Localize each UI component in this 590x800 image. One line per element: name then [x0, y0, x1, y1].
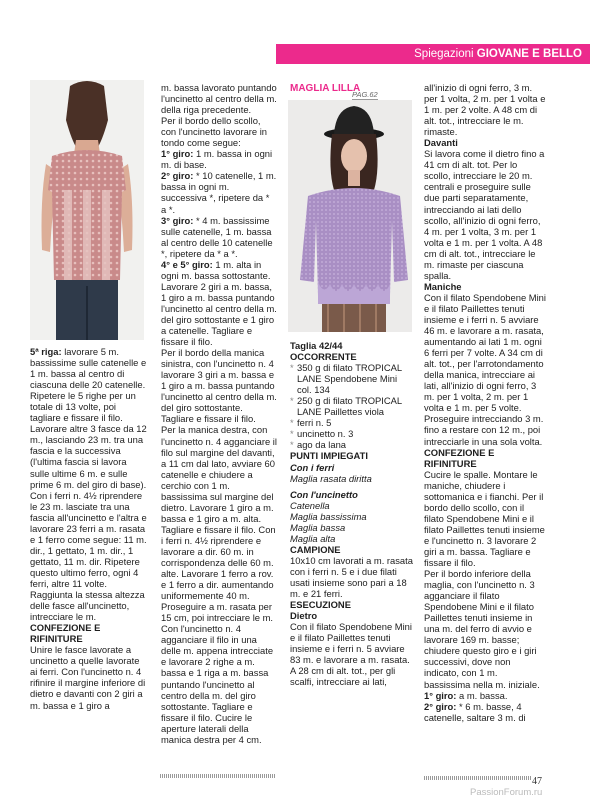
paragraph: 2° giro: * 6 m. basse, 4 catenelle, saltare 3 m. di [424, 700, 526, 723]
paragraph: Con i ferri n. 4½ riprendere le 23 m. lasciate tra una fascia all'uncinetto e l'altra e lavorare 23 ferri a m. rasata e 1 ferro come segue: 11 m. dir., 1 gettato, 1 m. dir., 1 gettato, 11 m. dir. Ripetere questo ultimo ferro, ogni 4 ferri, altre 11 volte. Raggiunta la stessa altezza delle fasce all'uncinetto, intrecciare le m. [30, 489, 147, 623]
paragraph: Con il filato Spendobene Mini e il filato Paillettes tenuti insieme e i ferri n. 5 avviare 46 m. e lavorare a m. rasata, aumentando ai lati 1 m. ogni 6 ferri per 7 volte. A 34 cm di alt. tot., per l'arrotondamento della manica, intrecciare ai lati, all'inizio di ogni ferro, 3 m. per 1 volta, 2 m. per 1 volta e 1 m. per 5 volte. Proseguire intrecciando 3 m. fino a restare con 12 m., poi intrecciarle in una sola volta. [424, 291, 546, 447]
section-title: CONFEZIONE E RIFINITURE [30, 622, 101, 645]
list-item: * ferri n. 5 [290, 417, 414, 428]
text-column-2 [161, 82, 277, 745]
paragraph: Per il bordo dello scollo, con l'uncinetto lavorare in tondo come segue: [161, 115, 268, 149]
section-title: CONFEZIONE E RIFINITURE [424, 446, 495, 469]
subsection-title: Dietro [290, 610, 318, 622]
paragraph: Ripetere le 5 righe per un totale di 13 volte, poi tagliare e fissare il filo. Lavorare altre 3 fasce da 12 m., lasciando 23 m. tra una fascia e la successiva (l'ultima fascia si lavora sulle ultime 6 m. e sulle prime 6 m. del giro di base). [30, 390, 147, 490]
page-reference: PAG.62 [352, 90, 378, 99]
subsection-title: Con i ferri [290, 461, 335, 473]
list-item: * 350 g di filato TROPICAL LANE Spendobene Mini col. 134 [290, 362, 414, 395]
size-label: Taglia 42/44 [290, 340, 343, 351]
subsection-title: Maniche [424, 280, 462, 292]
paragraph: Per il bordo della manica sinistra, con l'uncinetto n. 4 lavorare 3 giri a m. bassa e 1 giro a m. bassa puntando l'uncinetto al centro della m. del giro sottostante. Tagliare e fissare il filo. [161, 347, 277, 425]
section-title: OCCORRENTE [290, 351, 357, 363]
paragraph: m. bassa lavorato puntando l'uncinetto al centro della m. della riga precedente. [161, 82, 277, 116]
list-item: * 250 g di filato TROPICAL LANE Paillettes viola [290, 395, 414, 417]
article-title: MAGLIA LILLA [290, 83, 361, 94]
subsection-title: Con l'uncinetto [290, 488, 358, 500]
list-item: Maglia rasata diritta [290, 472, 372, 484]
section-title: CAMPIONE [290, 543, 341, 555]
list-item: Maglia bassa [290, 521, 346, 533]
dotted-rule [424, 776, 532, 780]
paragraph: Con il filato Spendobene Mini e il filato Paillettes tenuti insieme e i ferri n. 5 avviare 83 m. e lavorare a m. rasata. A 28 cm di alt. tot., per gli scalfi, intrecciare ai lati, [290, 621, 412, 688]
section-title: PUNTI IMPIEGATI [290, 450, 368, 462]
photo-lilac-sweater [288, 100, 412, 332]
paragraph: 5ª riga: lavorare 5 m. bassissime sulle catenelle e 1 m. bassa al centro di ciascuna delle 20 catenelle. [30, 346, 147, 391]
list-item: Maglia bassissima [290, 510, 367, 522]
paragraph: 1° giro: 1 m. bassa in ogni m. di base. [161, 148, 273, 171]
paragraph: all'inizio di ogni ferro, 3 m. per 1 volta, 2 m. per 1 volta e 1 m. per 2 volte. A 48 cm di alt. tot., intrecciare le m. rimaste. [424, 82, 546, 138]
page-number: 47 [532, 776, 542, 787]
paragraph: Si lavora come il dietro fino a 41 cm di alt. tot. Per lo scollo, intrecciare le 20 m. centrali e proseguire sulle due parti separatamente, intrecciando ai lati dello scollo, all'inizio di ogni ferro, 4 m. per 1 volta, 3 m. per 1 volta e 1 m. per 1 volta. A 48 cm di alt. tot., intrecciare le m. rimaste per ciascuna spalla. [424, 148, 545, 281]
list-item: * uncinetto n. 3 [290, 428, 414, 439]
paragraph: Cucire le spalle. Montare le maniche, chiudere i sottomanica e i fianchi. Per il bordo dello scollo, con il filato Spendobene Mini e il filato Paillettes tenuti insieme e l'uncinetto n. 3 lavorare 2 giri a m. bassa. Tagliare e fissare il filo. [424, 468, 545, 569]
dotted-rule [160, 774, 276, 778]
header-title: Spiegazioni GIOVANE E BELLO [414, 48, 582, 60]
photo-pink-top-back [30, 80, 144, 340]
text-column-4 [424, 82, 546, 723]
paragraph: 1° giro: a m. bassa. [424, 689, 508, 701]
text-column-3 [290, 340, 414, 687]
list-item: Maglia alta [290, 532, 336, 544]
subsection-title: Davanti [424, 137, 458, 149]
list-item: * ago da lana [290, 439, 414, 450]
paragraph: 10x10 cm lavorati a m. rasata con i ferri n. 5 e i due filati usati insieme sono pari a 18 m. e 21 ferri. [290, 554, 413, 600]
paragraph: Unire le fasce lavorate a uncinetto a quelle lavorate ai ferri. Con l'uncinetto n. 4 rifinire il margine inferiore di dietro e davanti con 2 giri a m. bassa e 1 giro a [30, 644, 146, 711]
paragraph: 4° e 5° giro: 1 m. alta in ogni m. bassa sottostante. Lavorare 2 giri a m. bassa, 1 giro a m. bassa puntando l'uncinetto al centro della m. del giro sottostante e 1 giro a catenelle. Tagliare e fissare il filo. [161, 258, 277, 348]
list-item: Catenella [290, 499, 330, 511]
paragraph: Per la manica destra, con l'uncinetto n. 4 agganciare il filo sul margine del davanti, a 11 cm dal lato, avviare 60 catenelle e chiudere a cerchio con 1 m. bassissima sul margine del dietro. Lavorare 1 giro a m. bassa e 1 giro a m. alta. Tagliare e fissare il filo. Con i ferri n. 4½ riprendere e lavorare a dir. 60 m. in corrispondenza delle 60 m. alte. Lavorare 1 ferro a rov. e 1 ferro a dir. aumentando uniformemente 40 m. Proseguire a m. rasata per 15 cm, poi intrecciare le m. Con l'uncinetto n. 4 agganciare il filo in una delle m. appena intrecciate e lavorare 2 righe a m. bassa e 1 riga a m. bassa puntando l'uncinetto al centro della m. del giro sottostante. Tagliare e fissare il filo. Cucire le aperture laterali della manica destra per 4 cm. [161, 424, 277, 745]
paragraph: 2° giro: * 10 catenelle, 1 m. bassa in ogni m. successiva *, ripetere da * a *. [161, 170, 277, 215]
paragraph: 3° giro: * 4 m. bassissime sulle catenelle, 1 m. bassa al centro delle 10 catenelle *, ripetere da * a *. [161, 214, 273, 259]
watermark: PassionForum.ru [470, 787, 543, 798]
section-title: ESECUZIONE [290, 599, 351, 611]
paragraph: Per il bordo inferiore della maglia, con l'uncinetto n. 3 agganciare il filato Spendobene Mini e il filato Paillettes tenuti insieme in una m. del ferro di avvio e lavorare 169 m. basse; chiudere questo giro e i giri successivi, dove non indicato, con 1 m. bassissima nella m. iniziale. [424, 568, 540, 690]
text-column-1 [30, 346, 147, 711]
materials-list [290, 362, 414, 450]
